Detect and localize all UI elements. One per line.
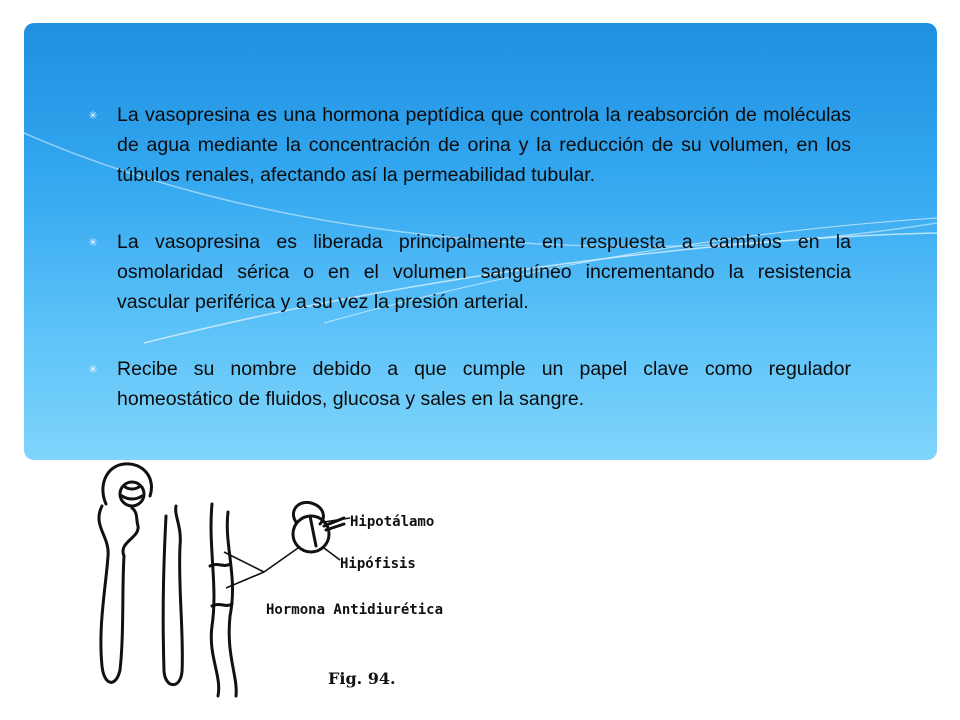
asterisk-bullet-icon: ✳	[88, 237, 98, 249]
bullet-text: La vasopresina es liberada principalmente en respuesta a cambios en la osmolaridad sérica o en el volumen sanguíneo incrementando la resistencia vascular periférica y a su vez la presión arterial.	[117, 231, 851, 313]
label-hipofisis: Hipófisis	[340, 556, 416, 572]
collecting-duct	[211, 504, 219, 696]
bullet-text: La vasopresina es una hormona peptídica que controla la reabsorción de moléculas de agua mediante la concentración de orina y la reducción de su volumen, en los túbulos renales, afectando así la permeabilidad tubular.	[117, 104, 851, 186]
kidney-hypothalamus-figure	[88, 456, 478, 706]
figure-caption: Fig. 94.	[328, 669, 396, 688]
bullet-item	[86, 100, 851, 190]
bullet-item	[86, 354, 851, 414]
bullet-text: Recibe su nombre debido a que cumple un papel clave como regulador homeostático de fluidos, glucosa y sales en la sangre.	[117, 358, 851, 410]
label-hipotalamo: Hipotálamo	[350, 514, 435, 530]
asterisk-bullet-icon: ✳	[88, 110, 98, 122]
tubule-outer	[99, 506, 124, 682]
label-hormona: Hormona Antidiurética	[266, 602, 444, 618]
tubule-inner	[123, 526, 138, 556]
loop-descending	[163, 506, 182, 685]
nephron-diagram	[88, 456, 478, 706]
asterisk-bullet-icon: ✳	[88, 364, 98, 376]
bullet-list	[86, 100, 851, 451]
bullet-item	[86, 227, 851, 317]
